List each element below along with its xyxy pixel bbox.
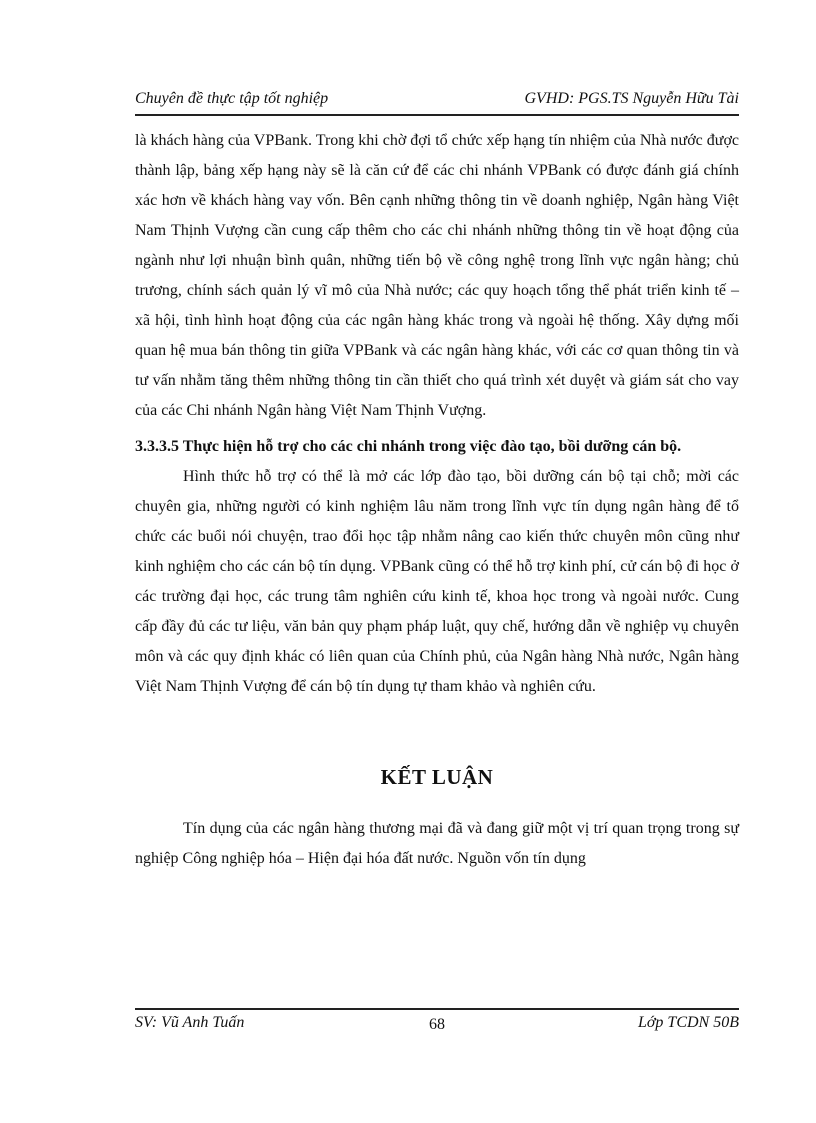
conclusion-title: KẾT LUẬN bbox=[380, 765, 494, 789]
footer-class: Lớp TCDN 50B bbox=[637, 1014, 739, 1031]
paragraph-3: Tín dụng của các ngân hàng thương mại đã và đang giữ một vị trí quan trọng trong sự nghiệp Công nghiệp hóa – Hiện đại hóa đất nước. Nguồn vốn tín dụng bbox=[135, 820, 739, 867]
document-body bbox=[135, 126, 739, 874]
page-number: 68 bbox=[429, 1016, 445, 1033]
page-header bbox=[135, 88, 739, 116]
section-heading: 3.3.3.5 Thực hiện hỗ trợ cho các chi nhánh trong việc đào tạo, bồi dưỡng cán bộ. bbox=[135, 438, 682, 455]
paragraph-1: là khách hàng của VPBank. Trong khi chờ đợi tổ chức xếp hạng tín nhiệm của Nhà nước được thành lập, bảng xếp hạng này sẽ là căn cứ để các chi nhánh VPBank có được đánh giá chính xác hơn về khách hàng vay vốn. Bên cạnh những thông tin về doanh nghiệp, Ngân hàng Việt Nam Thịnh Vượng cần cung cấp thêm cho các chi nhánh những thông tin về hoạt động của ngành như lợi nhuận bình quân, những tiến bộ về công nghệ trong lĩnh vực ngân hàng; chủ trương, chính sách quản lý vĩ mô của Nhà nước; các quy hoạch tổng thể phát triển kinh tế – xã hội, tình hình hoạt động của các ngân hàng khác trong và ngoài hệ thống. Xây dựng mối quan hệ mua bán thông tin giữa VPBank và các ngân hàng khác, với các cơ quan thông tin và tư vấn nhằm tăng thêm những thông tin cần thiết cho quá trình xét duyệt và giám sát cho vay của các Chi nhánh Ngân hàng Việt Nam Thịnh Vượng. bbox=[135, 132, 739, 419]
page-footer bbox=[135, 1008, 739, 1040]
header-advisor: GVHD: PGS.TS Nguyễn Hữu Tài bbox=[524, 90, 739, 107]
header-title: Chuyên đề thực tập tốt nghiệp bbox=[135, 90, 329, 107]
paragraph-2: Hình thức hỗ trợ có thể là mở các lớp đào tạo, bồi dưỡng cán bộ tại chỗ; mời các chuyên gia, những người có kinh nghiệm lâu năm trong lĩnh vực tín dụng ngân hàng để tổ chức các buổi nói chuyện, trao đổi học tập nhằm nâng cao kiến thức chuyên môn cũng như kinh nghiệm cho các cán bộ tín dụng. VPBank cũng có thể hỗ trợ kinh phí, cử cán bộ đi học ở các trường đại học, các trung tâm nghiên cứu kinh tế, khoa học trong và ngoài nước. Cung cấp đầy đủ các tư liệu, văn bản quy phạm pháp luật, quy chế, hướng dẫn về nghiệp vụ chuyên môn và các quy định khác có liên quan của Chính phủ, của Ngân hàng Nhà nước, Ngân hàng Việt Nam Thịnh Vượng để cán bộ tín dụng tự tham khảo và nghiên cứu. bbox=[135, 468, 739, 695]
footer-student: SV: Vũ Anh Tuấn bbox=[135, 1014, 245, 1031]
